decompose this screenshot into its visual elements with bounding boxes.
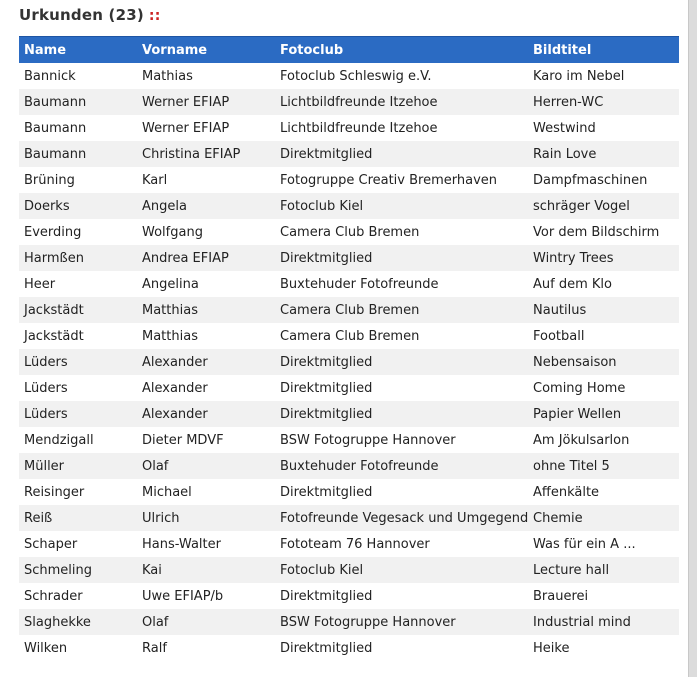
cell-name: Bannick: [19, 63, 137, 89]
table-row: [19, 635, 679, 661]
table-row: [19, 349, 679, 375]
table-row: [19, 115, 679, 141]
cell-name: Brüning: [19, 167, 137, 193]
cell-vorname: Matthias: [137, 323, 275, 349]
cell-vorname: Mathias: [137, 63, 275, 89]
cell-name: Schrader: [19, 583, 137, 609]
cell-vorname: Angela: [137, 193, 275, 219]
cell-name: Schmeling: [19, 557, 137, 583]
cell-bildtitel: Heike: [528, 635, 679, 661]
cell-name: Baumann: [19, 115, 137, 141]
cell-bildtitel: Was für ein A ...: [528, 531, 679, 557]
cell-fotoclub: Direktmitglied: [275, 141, 528, 167]
cell-bildtitel: Auf dem Klo: [528, 271, 679, 297]
cell-bildtitel: schräger Vogel: [528, 193, 679, 219]
column-header-vorname[interactable]: Vorname: [137, 37, 275, 64]
cell-bildtitel: Herren-WC: [528, 89, 679, 115]
cell-bildtitel: Football: [528, 323, 679, 349]
cell-vorname: Werner EFIAP: [137, 115, 275, 141]
table-row: [19, 557, 679, 583]
cell-bildtitel: Industrial mind: [528, 609, 679, 635]
cell-vorname: Olaf: [137, 453, 275, 479]
cell-bildtitel: Chemie: [528, 505, 679, 531]
cell-bildtitel: Papier Wellen: [528, 401, 679, 427]
cell-fotoclub: Fotoclub Kiel: [275, 193, 528, 219]
cell-vorname: Uwe EFIAP/b: [137, 583, 275, 609]
column-header-name[interactable]: Name: [19, 37, 137, 64]
cell-vorname: Kai: [137, 557, 275, 583]
cell-bildtitel: Vor dem Bildschirm: [528, 219, 679, 245]
cell-bildtitel: Am Jökulsarlon: [528, 427, 679, 453]
cell-name: Baumann: [19, 141, 137, 167]
table-row: [19, 297, 679, 323]
cell-vorname: Hans-Walter: [137, 531, 275, 557]
table-row: [19, 89, 679, 115]
cell-bildtitel: Nebensaison: [528, 349, 679, 375]
awards-table: [19, 36, 679, 661]
table-body: [19, 63, 679, 661]
cell-vorname: Werner EFIAP: [137, 89, 275, 115]
cell-name: Schaper: [19, 531, 137, 557]
table-row: [19, 583, 679, 609]
cell-name: Harmßen: [19, 245, 137, 271]
column-header-fotoclub[interactable]: Fotoclub: [275, 37, 528, 64]
cell-fotoclub: Direktmitglied: [275, 349, 528, 375]
cell-name: Lüders: [19, 349, 137, 375]
cell-fotoclub: Fotogruppe Creativ Bremerhaven: [275, 167, 528, 193]
cell-name: Reisinger: [19, 479, 137, 505]
cell-fotoclub: Direktmitglied: [275, 401, 528, 427]
cell-fotoclub: BSW Fotogruppe Hannover: [275, 427, 528, 453]
cell-name: Mendzigall: [19, 427, 137, 453]
cell-name: Baumann: [19, 89, 137, 115]
cell-vorname: Olaf: [137, 609, 275, 635]
cell-bildtitel: Coming Home: [528, 375, 679, 401]
column-header-bildtitel[interactable]: Bildtitel: [528, 37, 679, 64]
table-row: [19, 479, 679, 505]
cell-fotoclub: Direktmitglied: [275, 245, 528, 271]
section-marker: ::: [148, 8, 161, 24]
table-row: [19, 453, 679, 479]
table-row: [19, 531, 679, 557]
cell-name: Lüders: [19, 375, 137, 401]
cell-bildtitel: Brauerei: [528, 583, 679, 609]
table-row: [19, 193, 679, 219]
cell-name: Müller: [19, 453, 137, 479]
cell-vorname: Michael: [137, 479, 275, 505]
cell-name: Jackstädt: [19, 297, 137, 323]
table-row: [19, 505, 679, 531]
cell-bildtitel: Dampfmaschinen: [528, 167, 679, 193]
cell-fotoclub: Fotoclub Kiel: [275, 557, 528, 583]
cell-vorname: Ulrich: [137, 505, 275, 531]
table-row: [19, 167, 679, 193]
cell-fotoclub: Fotofreunde Vegesack und Umgegend: [275, 505, 528, 531]
cell-fotoclub: BSW Fotogruppe Hannover: [275, 609, 528, 635]
table-header-row: [19, 37, 679, 64]
table-row: [19, 245, 679, 271]
cell-bildtitel: Lecture hall: [528, 557, 679, 583]
cell-fotoclub: Direktmitglied: [275, 479, 528, 505]
table-row: [19, 609, 679, 635]
cell-vorname: Alexander: [137, 349, 275, 375]
cell-vorname: Dieter MDVF: [137, 427, 275, 453]
cell-fotoclub: Direktmitglied: [275, 583, 528, 609]
cell-fotoclub: Lichtbildfreunde Itzehoe: [275, 115, 528, 141]
cell-name: Slaghekke: [19, 609, 137, 635]
cell-fotoclub: Lichtbildfreunde Itzehoe: [275, 89, 528, 115]
cell-vorname: Andrea EFIAP: [137, 245, 275, 271]
cell-vorname: Wolfgang: [137, 219, 275, 245]
cell-vorname: Ralf: [137, 635, 275, 661]
cell-fotoclub: Camera Club Bremen: [275, 297, 528, 323]
table-row: [19, 63, 679, 89]
cell-fotoclub: Direktmitglied: [275, 635, 528, 661]
cell-name: Wilken: [19, 635, 137, 661]
cell-vorname: Christina EFIAP: [137, 141, 275, 167]
cell-name: Heer: [19, 271, 137, 297]
cell-name: Doerks: [19, 193, 137, 219]
cell-vorname: Matthias: [137, 297, 275, 323]
cell-bildtitel: Rain Love: [528, 141, 679, 167]
table-row: [19, 401, 679, 427]
cell-bildtitel: Nautilus: [528, 297, 679, 323]
cell-name: Everding: [19, 219, 137, 245]
table-row: [19, 427, 679, 453]
cell-bildtitel: Affenkälte: [528, 479, 679, 505]
cell-vorname: Karl: [137, 167, 275, 193]
cell-bildtitel: Wintry Trees: [528, 245, 679, 271]
cell-fotoclub: Fototeam 76 Hannover: [275, 531, 528, 557]
table-row: [19, 219, 679, 245]
cell-fotoclub: Camera Club Bremen: [275, 323, 528, 349]
cell-name: Reiß: [19, 505, 137, 531]
cell-fotoclub: Fotoclub Schleswig e.V.: [275, 63, 528, 89]
section-title: Urkunden (23): [19, 6, 144, 24]
section-heading: [19, 6, 161, 24]
cell-vorname: Alexander: [137, 401, 275, 427]
cell-name: Lüders: [19, 401, 137, 427]
cell-bildtitel: Westwind: [528, 115, 679, 141]
table-row: [19, 375, 679, 401]
cell-vorname: Angelina: [137, 271, 275, 297]
table-row: [19, 323, 679, 349]
cell-name: Jackstädt: [19, 323, 137, 349]
cell-vorname: Alexander: [137, 375, 275, 401]
cell-bildtitel: ohne Titel 5: [528, 453, 679, 479]
cell-fotoclub: Buxtehuder Fotofreunde: [275, 271, 528, 297]
cell-fotoclub: Camera Club Bremen: [275, 219, 528, 245]
table-row: [19, 271, 679, 297]
cell-fotoclub: Direktmitglied: [275, 375, 528, 401]
cell-fotoclub: Buxtehuder Fotofreunde: [275, 453, 528, 479]
table-row: [19, 141, 679, 167]
cell-bildtitel: Karo im Nebel: [528, 63, 679, 89]
